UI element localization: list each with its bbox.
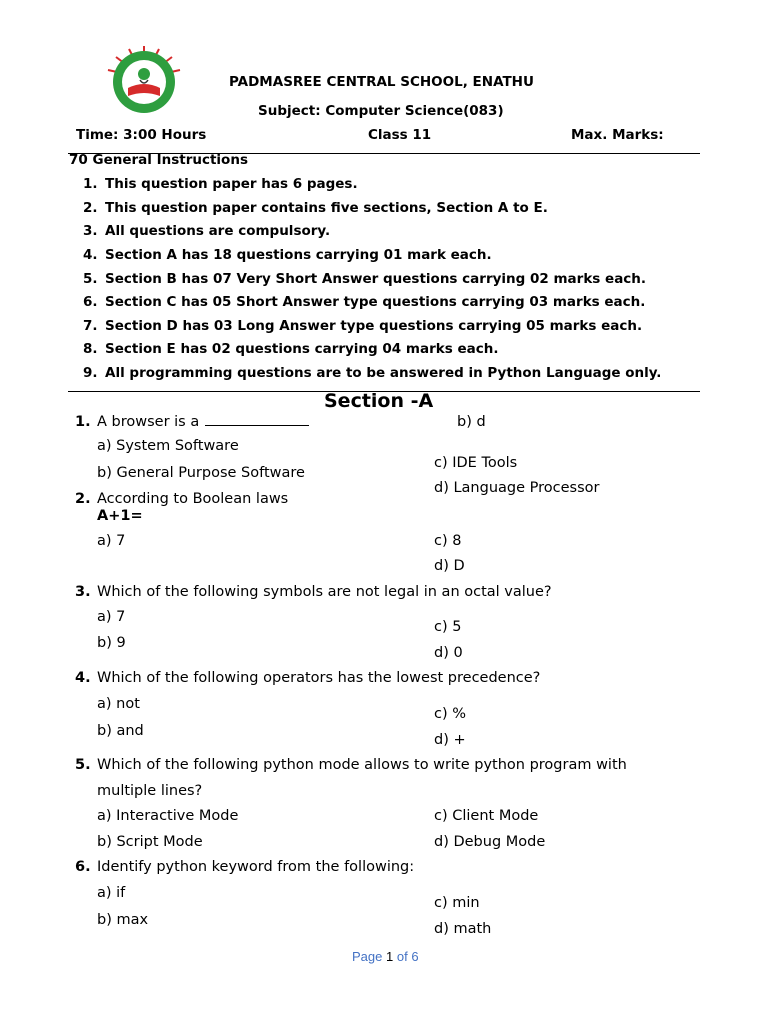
option-d: d) D	[434, 558, 465, 574]
of-word: of	[396, 949, 408, 964]
option-d: d) Debug Mode	[434, 834, 546, 850]
option-b: b) max	[97, 912, 149, 928]
instruction-item: 6. Section C has 05 Short Answer type questions carrying 03 marks each.	[83, 294, 646, 310]
option-d: d) 0	[434, 645, 463, 661]
option-b: b) 9	[97, 635, 126, 651]
question-number: 3.	[75, 584, 91, 600]
instruction-item: 8. Section E has 02 questions carrying 04 marks each.	[83, 341, 499, 357]
page-word: Page	[352, 949, 383, 964]
instruction-item: 9. All programming questions are to be answered in Python Language only.	[83, 365, 662, 381]
boolean-expression: A+1=	[97, 508, 143, 524]
question-text: Which of the following symbols are not legal in an octal value?	[97, 584, 552, 600]
question-number: 4.	[75, 670, 91, 686]
question-3	[75, 584, 552, 600]
option-d: d) Language Processor	[434, 480, 600, 496]
option-b-right: b) d	[457, 414, 486, 430]
question-2	[75, 491, 288, 507]
question-1	[75, 413, 309, 430]
time-label: Time: 3:00 Hours	[76, 127, 207, 143]
question-text: A browser is a	[97, 414, 200, 430]
option-b: b) General Purpose Software	[97, 465, 305, 481]
question-6	[75, 859, 414, 875]
school-logo	[104, 44, 184, 116]
option-c: c) Client Mode	[434, 808, 539, 824]
answer-blank	[205, 413, 309, 426]
instruction-item: 4. Section A has 18 questions carrying 01 mark each.	[83, 247, 492, 263]
question-text: Which of the following operators has the lowest precedence?	[97, 670, 541, 686]
option-a: a) System Software	[97, 438, 239, 454]
school-name: PADMASREE CENTRAL SCHOOL, ENATHU	[229, 74, 534, 90]
question-number: 5.	[75, 757, 91, 773]
option-c: c) %	[434, 706, 467, 722]
option-a: a) not	[97, 696, 140, 712]
class-label: Class 11	[368, 127, 432, 143]
option-d: d) +	[434, 732, 466, 748]
option-b: b) Script Mode	[97, 834, 203, 850]
instruction-item: 5. Section B has 07 Very Short Answer questions carrying 02 marks each.	[83, 271, 647, 287]
page-number: 1	[386, 949, 394, 964]
subject-line: Subject: Computer Science(083)	[258, 103, 504, 119]
question-text-continued: multiple lines?	[97, 783, 203, 799]
option-a: a) Interactive Mode	[97, 808, 239, 824]
question-4	[75, 670, 540, 686]
question-text: According to Boolean laws	[97, 491, 289, 507]
option-c: c) min	[434, 895, 480, 911]
option-d: d) math	[434, 921, 492, 937]
max-marks-label: Max. Marks:	[571, 127, 664, 143]
question-number: 2.	[75, 491, 91, 507]
instruction-item: 7. Section D has 03 Long Answer type questions carrying 05 marks each.	[83, 318, 643, 334]
option-b: b) and	[97, 723, 144, 739]
instructions-title: 70 General Instructions	[69, 152, 248, 168]
section-title: Section -A	[324, 390, 434, 412]
page-total: 6	[411, 949, 419, 964]
option-a: a) if	[97, 885, 126, 901]
question-number: 1.	[75, 414, 91, 430]
question-number: 6.	[75, 859, 91, 875]
instruction-item: 1. This question paper has 6 pages.	[83, 176, 358, 192]
option-c: c) 5	[434, 619, 462, 635]
question-5	[75, 757, 627, 773]
option-a: a) 7	[97, 609, 126, 625]
instruction-item: 2. This question paper contains five sections, Section A to E.	[83, 200, 548, 216]
option-a: a) 7	[97, 533, 126, 549]
page-footer	[352, 949, 419, 964]
option-c: c) 8	[434, 533, 462, 549]
question-text: Which of the following python mode allows to write python program with	[97, 757, 627, 773]
option-c: c) IDE Tools	[434, 455, 518, 471]
question-text: Identify python keyword from the following:	[97, 859, 415, 875]
instruction-item: 3. All questions are compulsory.	[83, 223, 331, 239]
